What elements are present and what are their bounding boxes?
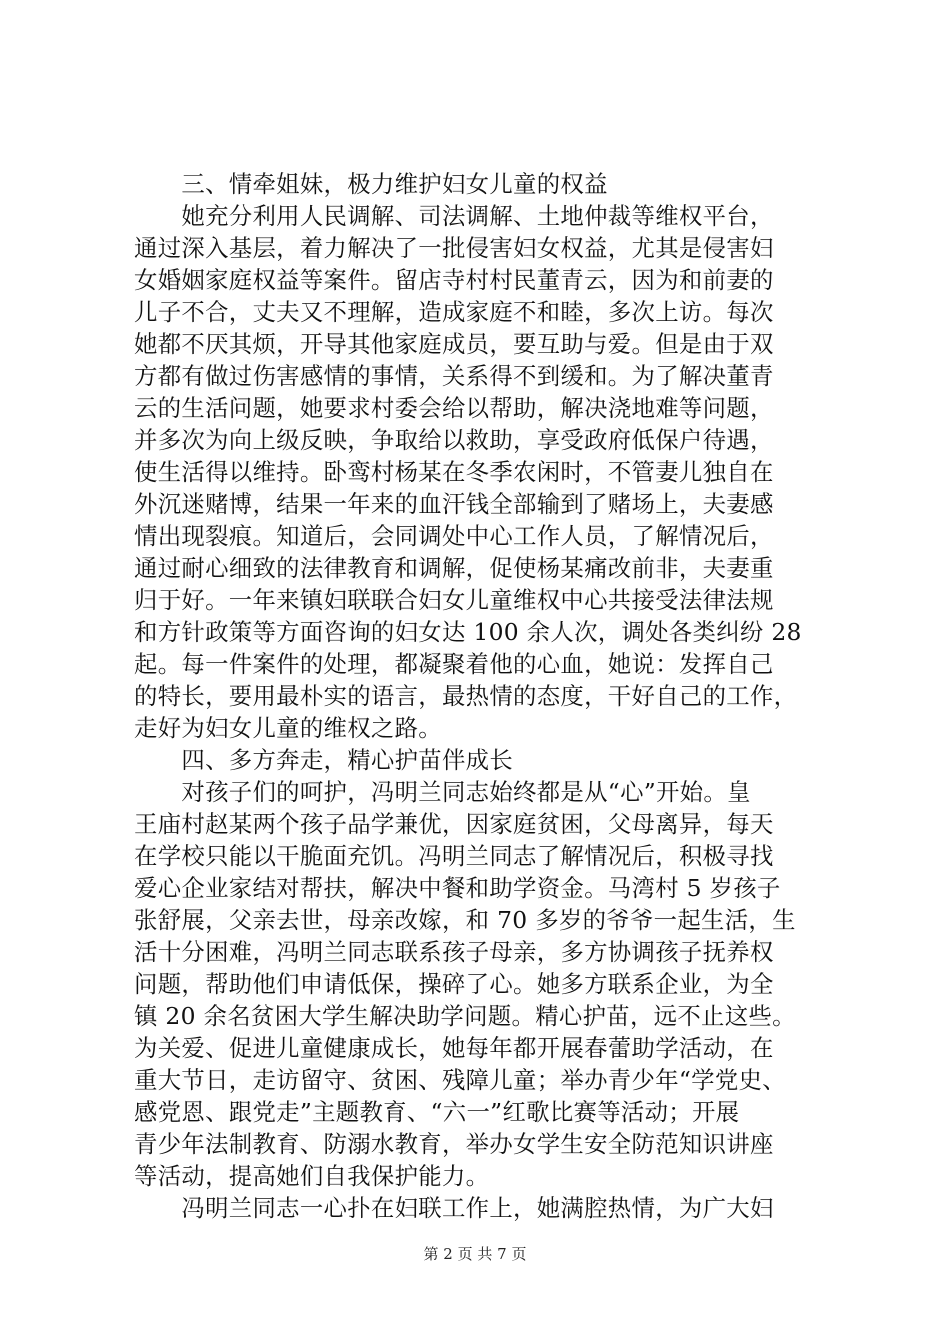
text-line: 走好为妇女儿童的维权之路。 (134, 714, 442, 742)
section-heading-3: 三、情牵姐妹，极力维护妇女儿童的权益 (134, 170, 608, 198)
text-line: 对孩子们的呵护，冯明兰同志始终都是从“心”开始。皇 (134, 778, 751, 806)
text-line: 在学校只能以干脆面充饥。冯明兰同志了解情况后，积极寻找 (134, 842, 774, 870)
section-heading-4: 四、多方奔走，精心护苗伴成长 (134, 746, 514, 774)
text-line: 重大节日，走访留守、贫困、残障儿童；举办青少年“学党史、 (134, 1066, 786, 1094)
text-line: 儿子不合，丈夫又不理解，造成家庭不和睦，多次上访。每次 (134, 298, 774, 326)
text-line: 外沉迷赌博，结果一年来的血汗钱全部输到了赌场上，夫妻感 (134, 490, 774, 518)
text-line: 归于好。一年来镇妇联联合妇女儿童维权中心共接受法律法规 (134, 586, 774, 614)
text-line: 通过耐心细致的法律教育和调解，促使杨某痛改前非，夫妻重 (134, 554, 774, 582)
text-line: 冯明兰同志一心扑在妇联工作上，她满腔热情，为广大妇 (134, 1194, 774, 1222)
text-line: 女婚姻家庭权益等案件。留店寺村村民董青云，因为和前妻的 (134, 266, 774, 294)
text-line: 等活动，提高她们自我保护能力。 (134, 1162, 490, 1190)
text-line: 和方针政策等方面咨询的妇女达 100 余人次，调处各类纠纷 28 (134, 618, 802, 646)
text-line: 镇 20 余名贫困大学生解决助学问题。精心护苗，远不止这些。 (134, 1002, 796, 1030)
text-line: 使生活得以维持。卧鸾村杨某在冬季农闲时，不管妻儿独自在 (134, 458, 774, 486)
text-line: 活十分困难，冯明兰同志联系孩子母亲，多方协调孩子抚养权 (134, 938, 774, 966)
page-number-footer: 第 2 页 共 7 页 (423, 1245, 527, 1263)
text-line: 并多次为向上级反映，争取给以救助，享受政府低保户待遇， (134, 426, 774, 454)
text-line: 方都有做过伤害感情的事情，关系得不到缓和。为了解决董青 (134, 362, 774, 390)
text-line: 张舒展，父亲去世，母亲改嫁，和 70 多岁的爷爷一起生活，生 (134, 906, 796, 934)
text-line: 王庙村赵某两个孩子品学兼优，因家庭贫困，父母离异，每天 (134, 810, 774, 838)
text-line: 情出现裂痕。知道后，会同调处中心工作人员，了解情况后， (134, 522, 774, 550)
text-line: 她都不厌其烦，开导其他家庭成员，要互助与爱。但是由于双 (134, 330, 774, 358)
text-line: 青少年法制教育、防溺水教育，举办女学生安全防范知识讲座 (134, 1130, 774, 1158)
text-line: 起。每一件案件的处理，都凝聚着他的心血，她说：发挥自己 (134, 650, 774, 678)
text-line: 感党恩、跟党走”主题教育、“六一”红歌比赛等活动；开展 (134, 1098, 740, 1126)
text-line: 通过深入基层，着力解决了一批侵害妇女权益，尤其是侵害妇 (134, 234, 774, 262)
text-line: 的特长，要用最朴实的语言，最热情的态度，干好自己的工作， (134, 682, 798, 710)
text-line: 她充分利用人民调解、司法调解、土地仲裁等维权平台， (134, 202, 774, 230)
text-line: 爱心企业家结对帮扶，解决中餐和助学资金。马湾村 5 岁孩子 (134, 874, 781, 902)
text-line: 云的生活问题，她要求村委会给以帮助，解决浇地难等问题， (134, 394, 774, 422)
text-line: 为关爱、促进儿童健康成长，她每年都开展春蕾助学活动，在 (134, 1034, 774, 1062)
text-line: 问题，帮助他们申请低保，操碎了心。她多方联系企业，为全 (134, 970, 774, 998)
